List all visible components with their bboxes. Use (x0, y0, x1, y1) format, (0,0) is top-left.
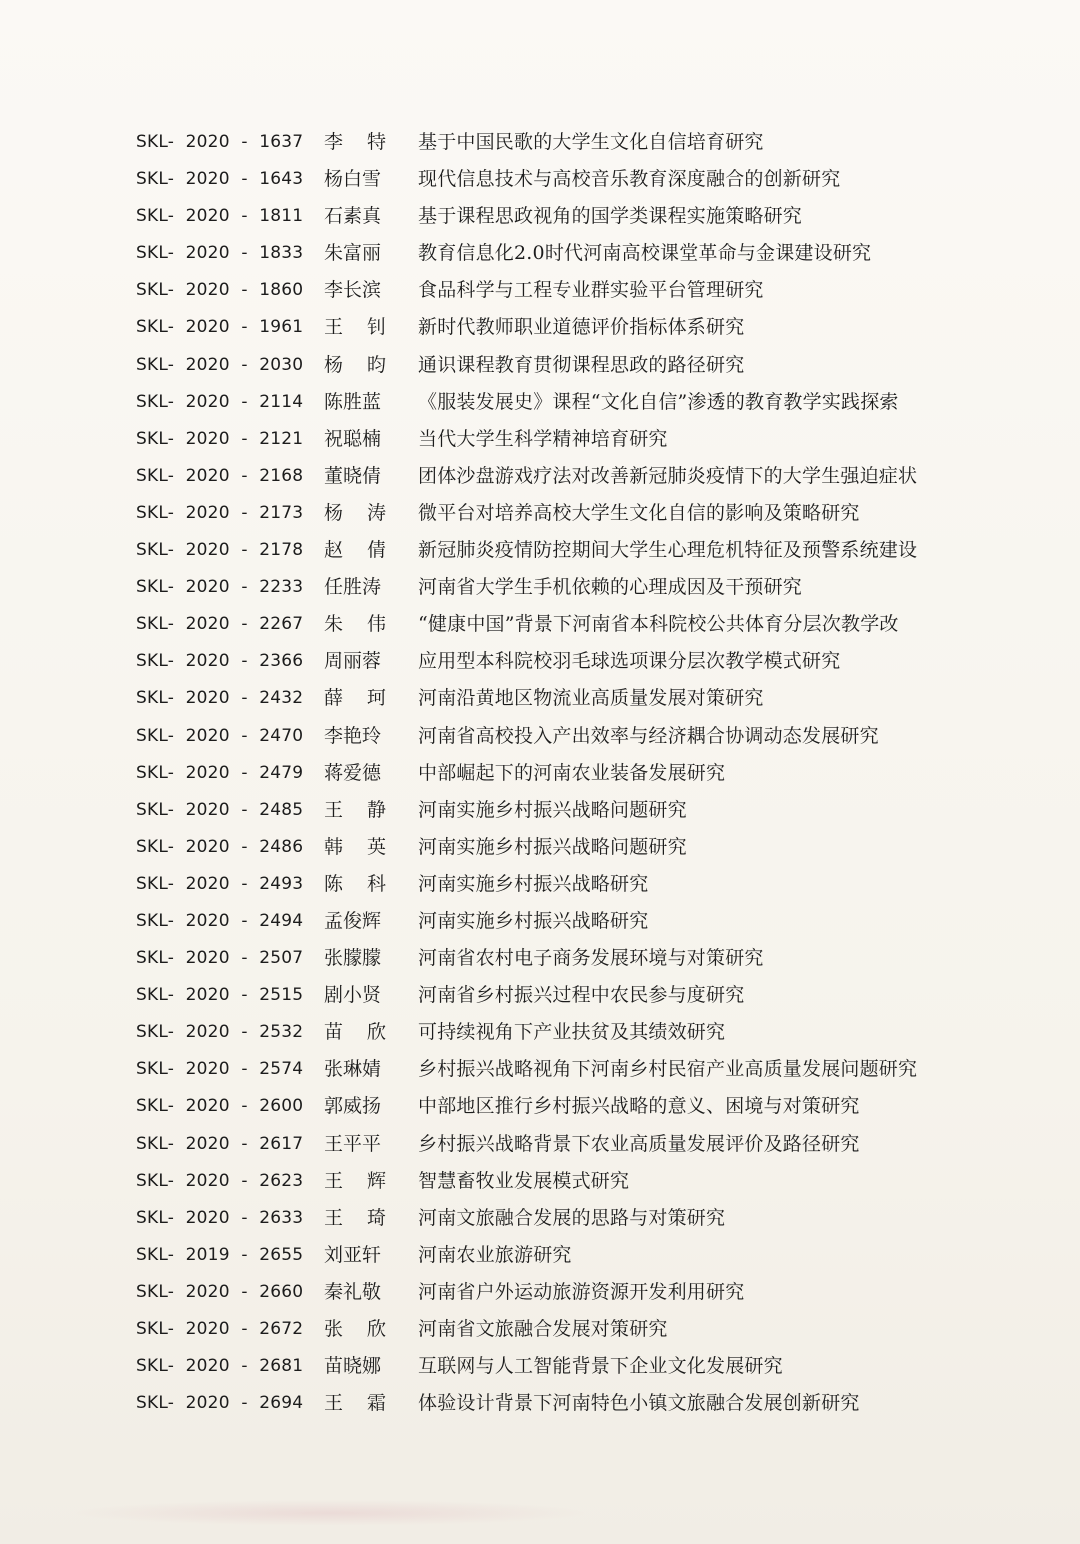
paper-smudge (70, 1500, 590, 1526)
researcher-name: 陈胜蓝 (324, 390, 382, 413)
project-code: SKL- 2020 - 1961 (136, 317, 304, 338)
project-title: 《服装发展史》课程“文化自信”渗透的教育教学实践探索 (418, 390, 899, 413)
project-title: 乡村振兴战略视角下河南乡村民宿产业高质量发展问题研究 (418, 1058, 918, 1081)
project-code: SKL- 2020 - 2486 (136, 836, 304, 857)
list-item (0, 1051, 1080, 1088)
researcher-name: 张琳婧 (324, 1058, 382, 1081)
list-item (0, 755, 1080, 792)
list-item (0, 606, 1080, 643)
list-item (0, 161, 1080, 198)
project-title: 河南实施乡村振兴战略问题研究 (418, 798, 687, 821)
project-code: SKL- 2020 - 1811 (136, 206, 304, 227)
list-item (0, 1311, 1080, 1348)
project-code: SKL- 2020 - 2178 (136, 540, 304, 561)
researcher-name: 郭威扬 (324, 1095, 382, 1118)
project-code: SKL- 2019 - 2655 (136, 1244, 304, 1265)
project-code: SKL- 2020 - 2507 (136, 948, 304, 969)
project-title: 乡村振兴战略背景下农业高质量发展评价及路径研究 (418, 1132, 860, 1155)
project-code: SKL- 2020 - 2574 (136, 1059, 304, 1080)
project-code: SKL- 2020 - 2633 (136, 1207, 304, 1228)
project-code: SKL- 2020 - 1860 (136, 280, 304, 301)
researcher-name: 王霜 (324, 1392, 386, 1415)
project-title: 互联网与人工智能背景下企业文化发展研究 (418, 1355, 783, 1378)
list-item (0, 866, 1080, 903)
list-item (0, 977, 1080, 1014)
project-title: 中部崛起下的河南农业装备发展研究 (418, 761, 726, 784)
researcher-name: 苗晓娜 (324, 1355, 382, 1378)
project-code: SKL- 2020 - 2694 (136, 1393, 304, 1414)
project-code: SKL- 2020 - 2173 (136, 502, 304, 523)
project-code: SKL- 2020 - 2366 (136, 651, 304, 672)
project-title: 基于课程思政视角的国学类课程实施策略研究 (418, 205, 803, 228)
researcher-name: 孟俊辉 (324, 909, 382, 932)
project-title: 体验设计背景下河南特色小镇文旅融合发展创新研究 (418, 1392, 860, 1415)
project-code: SKL- 2020 - 2617 (136, 1133, 304, 1154)
project-code: SKL- 2020 - 2672 (136, 1319, 304, 1339)
project-code: SKL- 2020 - 1637 (136, 132, 304, 152)
project-title: “健康中国”背景下河南省本科院校公共体育分层次教学改 (418, 613, 899, 636)
list-item (0, 1200, 1080, 1237)
list-item (0, 235, 1080, 272)
project-list (0, 124, 1080, 1422)
researcher-name: 李长滨 (324, 279, 382, 302)
project-title: 河南文旅融合发展的思路与对策研究 (418, 1206, 726, 1229)
project-title: 新冠肺炎疫情防控期间大学生心理危机特征及预警系统建设 (418, 539, 918, 562)
project-code: SKL- 2020 - 2233 (136, 577, 304, 598)
project-code: SKL- 2020 - 2114 (136, 391, 304, 412)
project-title: 河南省文旅融合发展对策研究 (418, 1318, 668, 1340)
list-item (0, 940, 1080, 977)
project-code: SKL- 2020 - 1833 (136, 243, 304, 264)
researcher-name: 王琦 (324, 1206, 386, 1229)
researcher-name: 蒋爱德 (324, 761, 382, 784)
project-title: 应用型本科院校羽毛球选项课分层次教学模式研究 (418, 650, 841, 673)
project-code: SKL- 2020 - 2485 (136, 799, 304, 820)
list-item (0, 569, 1080, 606)
researcher-name: 杨白雪 (324, 168, 382, 191)
project-title: 智慧畜牧业发展模式研究 (418, 1169, 630, 1192)
project-title: 河南省户外运动旅游资源开发利用研究 (418, 1280, 745, 1303)
project-code: SKL- 2020 - 2681 (136, 1356, 304, 1377)
project-title: 河南农业旅游研究 (418, 1243, 572, 1266)
list-item (0, 718, 1080, 755)
project-code: SKL- 2020 - 2030 (136, 354, 304, 375)
researcher-name: 韩英 (324, 835, 386, 858)
list-item (0, 1348, 1080, 1385)
project-title: 当代大学生科学精神培育研究 (418, 427, 668, 450)
project-code: SKL- 2020 - 2623 (136, 1170, 304, 1191)
researcher-name: 王平平 (324, 1132, 382, 1155)
list-item (0, 421, 1080, 458)
list-item (0, 1126, 1080, 1163)
list-item (0, 532, 1080, 569)
project-title: 教育信息化2.0时代河南高校课堂革命与金课建设研究 (418, 242, 872, 265)
project-title: 通识课程教育贯彻课程思政的路径研究 (418, 353, 745, 376)
list-item (0, 1385, 1080, 1422)
list-item (0, 680, 1080, 717)
researcher-name: 王钊 (324, 316, 386, 339)
project-title: 基于中国民歌的大学生文化自信培育研究 (418, 131, 764, 153)
project-title: 微平台对培养高校大学生文化自信的影响及策略研究 (418, 501, 860, 524)
researcher-name: 朱富丽 (324, 242, 382, 265)
list-item (0, 272, 1080, 309)
project-code: SKL- 2020 - 2494 (136, 910, 304, 931)
researcher-name: 任胜涛 (324, 576, 382, 599)
list-item (0, 198, 1080, 235)
list-item (0, 792, 1080, 829)
researcher-name: 薛珂 (324, 687, 386, 710)
project-code: SKL- 2020 - 2432 (136, 688, 304, 709)
project-code: SKL- 2020 - 2515 (136, 985, 304, 1006)
list-item (0, 495, 1080, 532)
project-title: 中部地区推行乡村振兴战略的意义、困境与对策研究 (418, 1095, 860, 1118)
project-title: 河南省高校投入产出效率与经济耦合协调动态发展研究 (418, 724, 879, 747)
list-item (0, 309, 1080, 346)
researcher-name: 苗欣 (324, 1021, 386, 1044)
project-title: 新时代教师职业道德评价指标体系研究 (418, 316, 745, 339)
project-title: 现代信息技术与高校音乐教育深度融合的创新研究 (418, 168, 841, 191)
researcher-name: 秦礼敬 (324, 1280, 382, 1303)
list-item (0, 1237, 1080, 1274)
project-title: 河南省农村电子商务发展环境与对策研究 (418, 947, 764, 970)
researcher-name: 张欣 (324, 1318, 386, 1340)
researcher-name: 石素真 (324, 205, 382, 228)
project-code: SKL- 2020 - 2600 (136, 1096, 304, 1117)
list-item (0, 458, 1080, 495)
project-code: SKL- 2020 - 1643 (136, 169, 304, 190)
researcher-name: 刘亚轩 (324, 1243, 382, 1266)
project-code: SKL- 2020 - 2493 (136, 873, 304, 894)
project-title: 河南省大学生手机依赖的心理成因及干预研究 (418, 576, 803, 599)
researcher-name: 剧小贤 (324, 984, 382, 1007)
list-item (0, 124, 1080, 161)
project-title: 河南实施乡村振兴战略研究 (418, 872, 649, 895)
researcher-name: 赵倩 (324, 539, 386, 562)
list-item (0, 1163, 1080, 1200)
list-item (0, 1014, 1080, 1051)
project-title: 河南沿黄地区物流业高质量发展对策研究 (418, 687, 764, 710)
project-code: SKL- 2020 - 2660 (136, 1281, 304, 1302)
project-code: SKL- 2020 - 2168 (136, 465, 304, 486)
list-item (0, 384, 1080, 421)
researcher-name: 李特 (324, 131, 386, 153)
project-title: 河南实施乡村振兴战略研究 (418, 909, 649, 932)
researcher-name: 朱伟 (324, 613, 386, 636)
list-item (0, 829, 1080, 866)
project-code: SKL- 2020 - 2532 (136, 1022, 304, 1043)
researcher-name: 王辉 (324, 1169, 386, 1192)
researcher-name: 杨昀 (324, 353, 386, 376)
project-title: 可持续视角下产业扶贫及其绩效研究 (418, 1021, 726, 1044)
list-item (0, 1088, 1080, 1125)
list-item (0, 903, 1080, 940)
project-title: 河南省乡村振兴过程中农民参与度研究 (418, 984, 745, 1007)
researcher-name: 陈科 (324, 872, 386, 895)
researcher-name: 杨涛 (324, 501, 386, 524)
list-item (0, 347, 1080, 384)
list-item (0, 643, 1080, 680)
researcher-name: 李艳玲 (324, 724, 382, 747)
project-title: 食品科学与工程专业群实验平台管理研究 (418, 279, 764, 302)
project-code: SKL- 2020 - 2470 (136, 725, 304, 746)
researcher-name: 祝聪楠 (324, 427, 382, 450)
project-title: 河南实施乡村振兴战略问题研究 (418, 835, 687, 858)
researcher-name: 周丽蓉 (324, 650, 382, 673)
project-code: SKL- 2020 - 2479 (136, 762, 304, 783)
researcher-name: 董晓倩 (324, 464, 382, 487)
project-title: 团体沙盘游戏疗法对改善新冠肺炎疫情下的大学生强迫症状 (418, 464, 918, 487)
project-code: SKL- 2020 - 2121 (136, 428, 304, 449)
researcher-name: 张朦朦 (324, 947, 382, 970)
list-item (0, 1274, 1080, 1311)
project-code: SKL- 2020 - 2267 (136, 614, 304, 635)
researcher-name: 王静 (324, 798, 386, 821)
